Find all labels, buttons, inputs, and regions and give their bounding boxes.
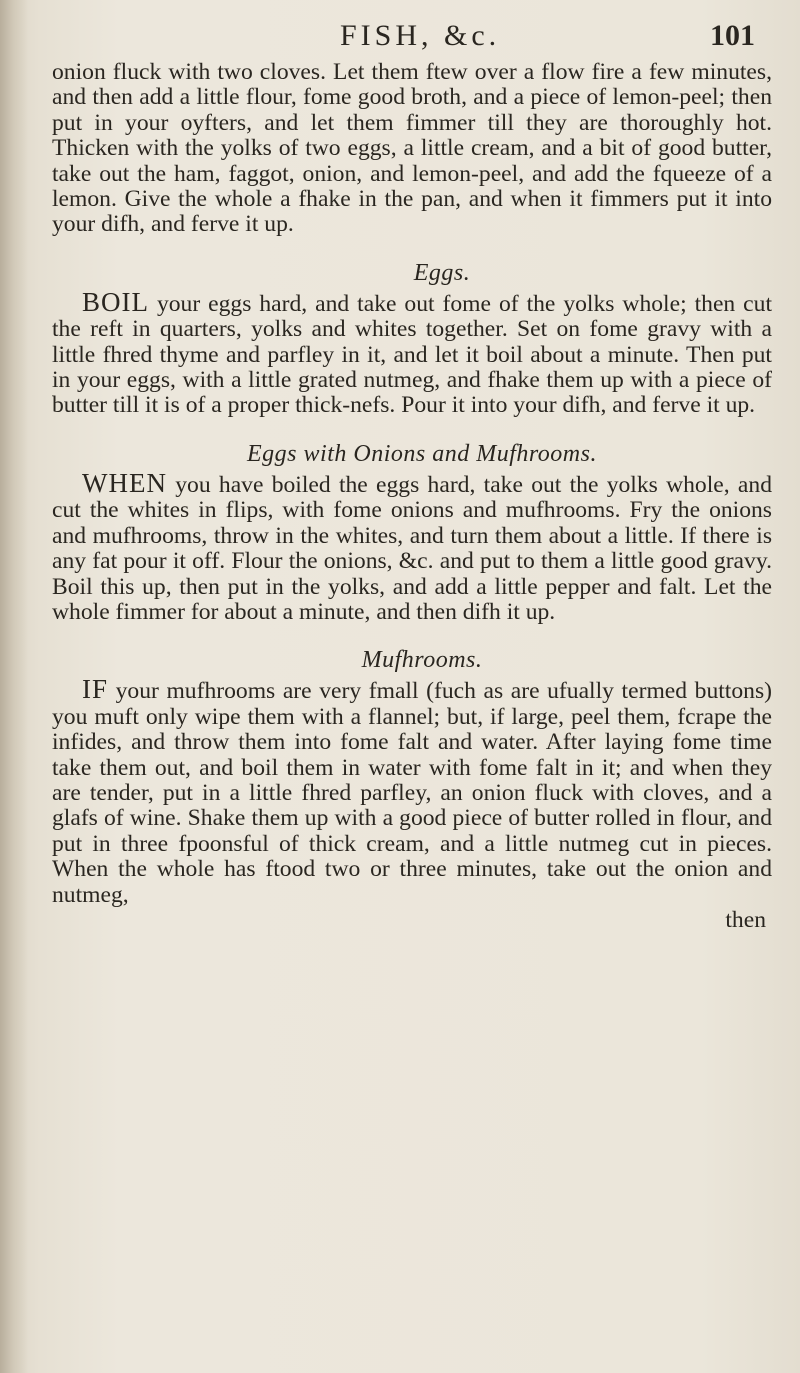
gutter-shadow [0,0,28,1373]
catchword: then [725,906,766,933]
paragraph-mushrooms [52,674,772,908]
initial-word: BOIL [82,286,149,317]
paragraph-text: your eggs hard, and take out fome of the yolks whole; then cut the reft in quarters, yolks and whites together. Set on fome gravy with a little fhred thyme and parfley in it, and let it boil about a minute. Then put in your eggs, with a little grated nutmeg, and fhake them up with a piece of butter till it is of a proper thick-nefs. Pour it into your difh, and ferve it up. [52,290,772,419]
page-header [0,16,800,56]
paragraph-eggs [52,286,772,419]
heading-eggs: Eggs. [413,259,471,286]
heading-eggs-onions-mushrooms: Eggs with Onions and Mufhrooms. [247,440,597,467]
paragraph-text: you have boiled the eggs hard, take out the yolks whole, and cut the whites in flips, with fome onions and mufhrooms. Fry the onions and mufhrooms, throw in the whites, and turn them about a little. If there is any fat pour it off. Flour the onions, &c. and put to them a little good gravy. Boil this up, then put in the yolks, and add a little pepper and falt. Let the whole fimmer for about a minute, and then difh it up. [52,471,772,625]
page-number: 101 [710,19,755,52]
initial-word: IF [82,674,109,705]
paragraph-oysters-continued: onion fluck with two cloves. Let them ftew over a flow fire a few minutes, and then add a little flour, fome good broth, and a piece of lemon-peel; then put in your oyfters, and let them fimmer till they are thoroughly hot. Thicken with the yolks of two eggs, a little cream, and a bit of good butter, take out the ham, faggot, onion, and lemon-peel, and add the fqueeze of a lemon. Give the whole a fhake in the pan, and when it fimmers put it into your difh, and ferve it up. [52,59,772,238]
initial-word: WHEN [82,467,167,498]
running-title: FISH, &c. [340,19,501,52]
heading-mushrooms: Mufhrooms. [361,647,483,674]
paragraph-eggs-onions-mushrooms [52,467,772,625]
paragraph-text: your mufhrooms are very fmall (fuch as are ufually termed buttons) you muft only wipe them with a flannel; but, if large, peel them, fcrape the infides, and throw them into fome falt and water. After laying fome time take them out, and boil them in water with fome falt in it; and when they are tender, put in a little fhred parfley, an onion fluck with cloves, and a glafs of wine. Shake them up with a good piece of butter rolled in flour, and put in three fpoonsful of thick cream, and a little nutmeg cut in pieces. When the whole has ftood two or three minutes, take out the onion and nutmeg, [52,678,772,908]
body-text [52,60,772,933]
